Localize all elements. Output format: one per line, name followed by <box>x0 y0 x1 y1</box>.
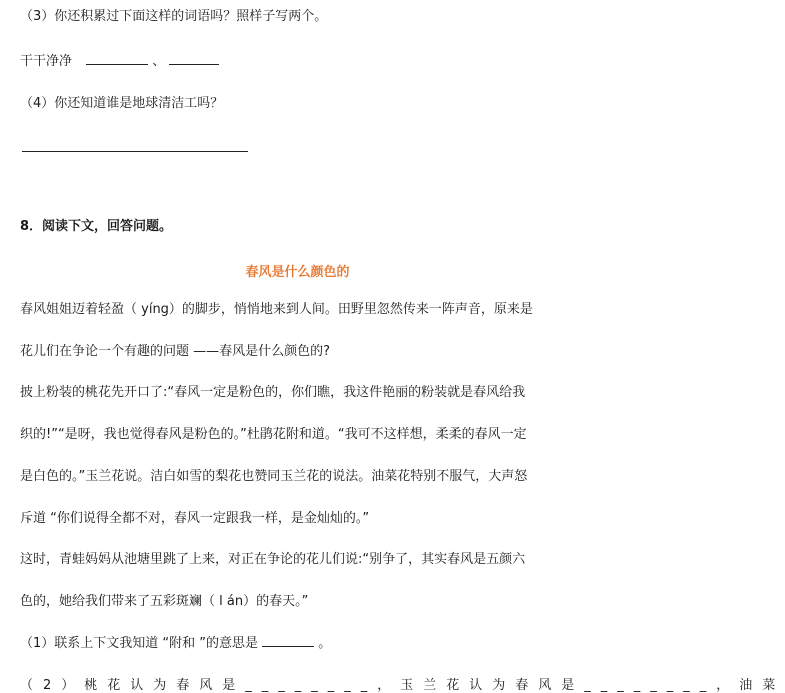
passage-line-7: 这时，青蛙妈妈从池塘里跳了上来，对正在争论的花儿们说:“别争了，其实春风是五颜六 <box>20 552 526 567</box>
example-word: 干干净净 <box>20 54 73 69</box>
passage-line-5: 是白色的。”玉兰花说。洁白如雪的梨花也赞同玉兰花的说法。油菜花特别不服气，大声怒 <box>20 469 528 484</box>
question-3-prompt: （3）你还积累过下面这样的词语吗？照样子写两个。 <box>20 9 328 24</box>
passage-line-2: 花儿们在争论一个有趣的问题 ——春风是什么颜色的? <box>20 344 331 359</box>
passage-line-8: 色的，她给我们带来了五彩斑斓（ l án）的春天。” <box>20 594 309 609</box>
passage-title: 春风是什么颜色的 <box>245 265 350 280</box>
sub-question-1-blank[interactable] <box>262 634 314 647</box>
sub-question-1-end: 。 <box>318 636 332 651</box>
passage-line-4: 织的!”“是呀，我也觉得春风是粉色的。”杜鹃花附和道。“我可不这样想，柔柔的春风一定 <box>20 427 527 442</box>
passage-line-6: 斥道 “你们说得全都不对，春风一定跟我一样，是金灿灿的。” <box>20 511 370 526</box>
section-8-heading: 8．阅读下文，回答问题。 <box>20 219 173 234</box>
sub-question-1 <box>20 634 331 653</box>
question-4-prompt: （4）你还知道谁是地球清洁工吗？ <box>20 96 224 111</box>
passage-line-1: 春风姐姐迈着轻盈（ yíng）的脚步，悄悄地来到人间。田野里忽然传来一阵声音，原来是 <box>20 302 533 317</box>
sub-question-1-prompt: （1）联系上下文我知道 “附和 ”的意思是 <box>20 636 263 651</box>
question-3-answer-row <box>20 52 219 71</box>
sub-question-2-partial: （2）桃花认为春风是________，玉兰花认为春风是________，油菜 <box>20 678 785 693</box>
answer-blank-1[interactable] <box>86 52 148 65</box>
answer-blank-2[interactable] <box>169 52 219 65</box>
blank-separator: 、 <box>152 54 166 69</box>
question-4-answer-blank[interactable] <box>22 151 248 152</box>
passage-line-3: 披上粉装的桃花先开口了:“春风一定是粉色的，你们瞧，我这件艳丽的粉装就是春风给我 <box>20 385 526 400</box>
